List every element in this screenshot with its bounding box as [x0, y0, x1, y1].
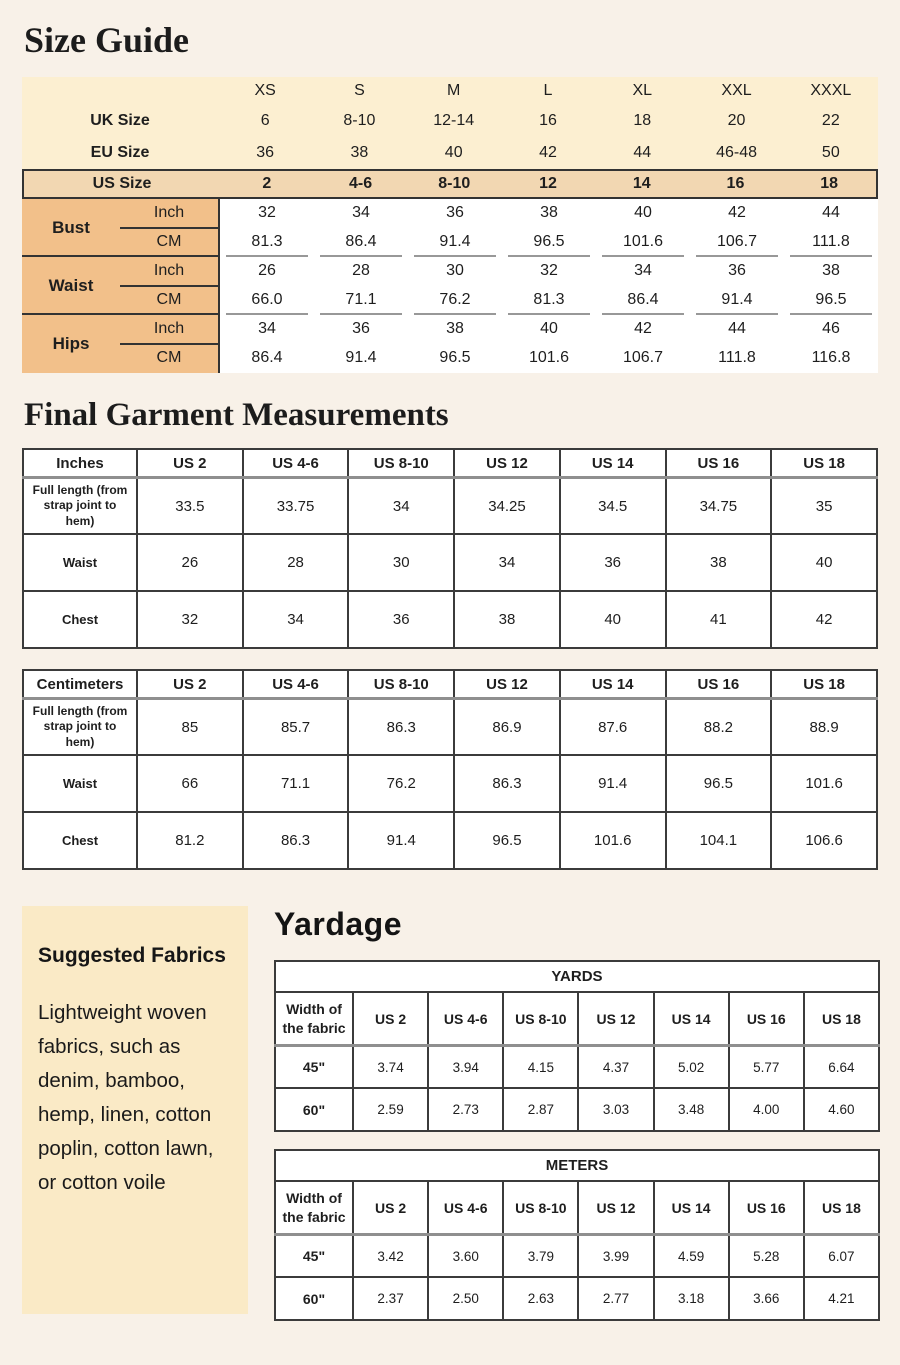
yardage-value: 2.59 — [353, 1088, 428, 1131]
centimeters-header-row — [23, 670, 877, 698]
meters-header-row — [275, 1181, 879, 1234]
hips-inch-value: 44 — [728, 320, 746, 338]
us-size-column-header: US 2 — [353, 1181, 428, 1234]
suggested-fabrics-text: Lightweight woven fabrics, such as denim, bamboo, hemp, linen, cotton poplin, cotton lawn, or cotton voile — [38, 1001, 214, 1195]
yardage-value: 3.66 — [729, 1277, 804, 1320]
yardage-value: 2.37 — [353, 1277, 428, 1320]
measurement-value: 86.9 — [454, 698, 560, 755]
row-label: Waist — [23, 755, 137, 812]
measurement-value: 32 — [137, 591, 243, 648]
size-guide-table — [22, 77, 878, 373]
hips-label-area — [22, 315, 218, 373]
us-size-column-header: US 14 — [654, 992, 729, 1045]
us-size-column-header: US 12 — [454, 449, 560, 477]
measurement-value: 34 — [243, 591, 349, 648]
us-size-column-header: US 8-10 — [503, 1181, 578, 1234]
measurement-value: 40 — [771, 534, 877, 591]
waist-data — [218, 257, 878, 315]
hips-cm-row — [220, 344, 878, 373]
size-column-header: XXXL — [810, 81, 852, 99]
us-size-column-header: US 18 — [771, 670, 877, 698]
bust-cm-value: 106.7 — [690, 228, 784, 257]
hips-cm-value: 116.8 — [811, 349, 851, 367]
bust-inch-value: 40 — [634, 204, 652, 222]
eu-size-value: 44 — [633, 143, 652, 161]
yardage-value: 5.02 — [654, 1045, 729, 1088]
table-row — [23, 534, 877, 591]
uk-size-value: 6 — [260, 111, 270, 129]
measurement-value: 41 — [666, 591, 772, 648]
measurement-value: 96.5 — [454, 812, 560, 869]
yardage-value: 5.28 — [729, 1234, 804, 1277]
measurement-value: 88.9 — [771, 698, 877, 755]
bust-inch-row — [220, 199, 878, 228]
measurement-value: 30 — [348, 534, 454, 591]
yardage-value: 2.63 — [503, 1277, 578, 1320]
fabric-width-header: Width of the fabric — [275, 992, 353, 1045]
us-size-value: 4-6 — [349, 174, 373, 192]
eu-size-value: 36 — [256, 143, 275, 161]
table-row — [23, 812, 877, 869]
us-size-column-header: US 8-10 — [348, 670, 454, 698]
uk-size-value: 18 — [633, 111, 652, 129]
table-row — [275, 1045, 879, 1088]
waist-cm-row — [220, 286, 878, 315]
row-label: Full length (from strap joint to hem) — [23, 477, 137, 534]
inch-unit-label: Inch — [120, 199, 218, 228]
measurement-value: 101.6 — [771, 755, 877, 812]
us-size-column-header: US 12 — [454, 670, 560, 698]
us-size-value: 8-10 — [438, 174, 471, 192]
us-size-column-header: US 4-6 — [243, 670, 349, 698]
yardage-value: 2.87 — [503, 1088, 578, 1131]
us-size-column-header: US 16 — [666, 670, 772, 698]
measurement-value: 26 — [137, 534, 243, 591]
meters-table — [274, 1149, 880, 1321]
measurement-value: 91.4 — [348, 812, 454, 869]
fabric-width-label: 60" — [275, 1088, 353, 1131]
hips-inch-value: 42 — [634, 320, 652, 338]
inches-header-row — [23, 449, 877, 477]
us-size-column-header: US 18 — [804, 992, 879, 1045]
uk-size-value: 20 — [727, 111, 746, 129]
yardage-value: 4.37 — [578, 1045, 653, 1088]
bust-units — [120, 199, 218, 257]
measurement-value: 34 — [348, 477, 454, 534]
measurement-value: 76.2 — [348, 755, 454, 812]
yardage-section — [22, 906, 900, 1321]
table-row — [23, 477, 877, 534]
measurement-value: 87.6 — [560, 698, 666, 755]
waist-inch-value: 36 — [728, 262, 746, 280]
yardage-value: 4.00 — [729, 1088, 804, 1131]
final-garment-measurements-title: Final Garment Measurements — [24, 396, 449, 433]
waist-cm-value: 76.2 — [408, 286, 502, 315]
us-size-column-header: US 16 — [666, 449, 772, 477]
hips-inch-row — [220, 315, 878, 344]
yardage-value: 3.79 — [503, 1234, 578, 1277]
meters-title: METERS — [275, 1150, 879, 1181]
us-size-column-header: US 2 — [353, 992, 428, 1045]
hips-cm-value: 101.6 — [528, 349, 570, 367]
size-column-header: L — [543, 81, 553, 99]
bust-inch-value: 32 — [258, 204, 276, 222]
uk-size-value: 12-14 — [433, 111, 475, 129]
waist-units — [120, 257, 218, 315]
centimeters-table — [22, 669, 878, 870]
us-size-column-header: US 16 — [729, 992, 804, 1045]
measurement-value: 33.5 — [137, 477, 243, 534]
yardage-value: 3.18 — [654, 1277, 729, 1320]
yardage-value: 2.77 — [578, 1277, 653, 1320]
measurement-value: 35 — [771, 477, 877, 534]
yardage-value: 4.21 — [804, 1277, 879, 1320]
measurement-value: 66 — [137, 755, 243, 812]
yardage-value: 4.59 — [654, 1234, 729, 1277]
waist-cm-value: 96.5 — [784, 286, 878, 315]
us-size-column-header: US 2 — [137, 670, 243, 698]
waist-group — [22, 257, 878, 315]
measurement-value: 81.2 — [137, 812, 243, 869]
fabric-width-label: 45" — [275, 1045, 353, 1088]
hips-cm-value: 91.4 — [345, 349, 377, 367]
us-size-column-header: US 16 — [729, 1181, 804, 1234]
measurement-value: 96.5 — [666, 755, 772, 812]
inches-table — [22, 448, 878, 649]
yardage-value: 3.94 — [428, 1045, 503, 1088]
bust-inch-value: 42 — [728, 204, 746, 222]
yardage-value: 3.03 — [578, 1088, 653, 1131]
bust-cm-value: 91.4 — [408, 228, 502, 257]
suggested-fabrics-panel — [22, 906, 248, 1314]
measurement-value: 34.5 — [560, 477, 666, 534]
us-size-column-header: US 2 — [137, 449, 243, 477]
fabric-width-label: 60" — [275, 1277, 353, 1320]
table-row — [23, 755, 877, 812]
table-row — [23, 591, 877, 648]
measurement-value: 71.1 — [243, 755, 349, 812]
waist-inch-value: 30 — [446, 262, 464, 280]
us-size-value: 2 — [262, 174, 272, 192]
bust-cm-value: 111.8 — [784, 228, 878, 257]
measurement-value: 88.2 — [666, 698, 772, 755]
us-size-value: 14 — [632, 174, 651, 192]
centimeters-unit-header: Centimeters — [23, 670, 137, 698]
inch-unit-label: Inch — [120, 257, 218, 286]
measurement-value: 85 — [137, 698, 243, 755]
us-size-column-header: US 18 — [804, 1181, 879, 1234]
yardage-value: 5.77 — [729, 1045, 804, 1088]
size-header-row — [22, 77, 878, 105]
us-size-column-header: US 12 — [578, 992, 653, 1045]
hips-inch-value: 38 — [446, 320, 464, 338]
measurement-value: 38 — [454, 591, 560, 648]
us-size-row — [22, 169, 878, 199]
waist-inch-row — [220, 257, 878, 286]
yardage-value: 4.15 — [503, 1045, 578, 1088]
waist-cm-value: 71.1 — [314, 286, 408, 315]
uk-size-value: 22 — [821, 111, 840, 129]
suggested-fabrics-heading: Suggested Fabrics — [38, 944, 226, 968]
waist-inch-value: 32 — [540, 262, 558, 280]
hips-units — [120, 315, 218, 373]
fabric-width-header: Width of the fabric — [275, 1181, 353, 1234]
waist-label-area — [22, 257, 218, 315]
us-size-column-header: US 4-6 — [428, 1181, 503, 1234]
hips-data — [218, 315, 878, 373]
row-label: Waist — [23, 534, 137, 591]
fabric-width-label: 45" — [275, 1234, 353, 1277]
hips-cm-value: 96.5 — [439, 349, 471, 367]
size-column-header: M — [447, 81, 461, 99]
measurement-value: 33.75 — [243, 477, 349, 534]
measurement-value: 28 — [243, 534, 349, 591]
hips-group — [22, 315, 878, 373]
eu-size-label: EU Size — [90, 143, 150, 161]
measurement-value: 38 — [666, 534, 772, 591]
bust-inch-value: 44 — [822, 204, 840, 222]
us-size-column-header: US 14 — [654, 1181, 729, 1234]
table-row — [275, 1277, 879, 1320]
cm-unit-label: CM — [156, 349, 182, 367]
measurement-value: 36 — [348, 591, 454, 648]
hips-inch-value: 46 — [822, 320, 840, 338]
us-size-value: 18 — [820, 174, 839, 192]
measurement-value: 86.3 — [348, 698, 454, 755]
us-size-column-header: US 8-10 — [503, 992, 578, 1045]
hips-cm-value: 111.8 — [718, 349, 756, 367]
cm-unit-label: CM — [156, 233, 182, 251]
table-row — [275, 1234, 879, 1277]
waist-cm-value: 81.3 — [502, 286, 596, 315]
bust-label: Bust — [52, 217, 90, 237]
yardage-value: 2.73 — [428, 1088, 503, 1131]
waist-inch-value: 26 — [258, 262, 276, 280]
cm-unit-label: CM — [156, 291, 182, 309]
measurement-value: 36 — [560, 534, 666, 591]
uk-size-value: 8-10 — [343, 111, 376, 129]
bust-cm-value: 86.4 — [314, 228, 408, 257]
bust-cm-value: 96.5 — [502, 228, 596, 257]
measurement-value: 34 — [454, 534, 560, 591]
measurement-value: 104.1 — [666, 812, 772, 869]
bust-label-area — [22, 199, 218, 257]
measurement-value: 86.3 — [243, 812, 349, 869]
page-title: Size Guide — [24, 20, 190, 60]
table-row — [275, 1088, 879, 1131]
yardage-value: 2.50 — [428, 1277, 503, 1320]
hips-cm-value: 86.4 — [251, 349, 283, 367]
measurement-value: 42 — [771, 591, 877, 648]
us-size-column-header: US 8-10 — [348, 449, 454, 477]
size-column-header: S — [354, 81, 365, 99]
us-size-column-header: US 18 — [771, 449, 877, 477]
row-label: Full length (from strap joint to hem) — [23, 698, 137, 755]
uk-size-label: UK Size — [90, 111, 150, 129]
inch-unit-label: Inch — [120, 315, 218, 344]
yards-title-row — [275, 961, 879, 992]
hips-label: Hips — [52, 333, 90, 353]
yardage-value: 3.74 — [353, 1045, 428, 1088]
yardage-value: 6.07 — [804, 1234, 879, 1277]
yardage-value: 3.42 — [353, 1234, 428, 1277]
yards-table — [274, 960, 880, 1132]
measurement-value: 85.7 — [243, 698, 349, 755]
yardage-title: Yardage — [274, 906, 403, 943]
bust-inch-value: 36 — [446, 204, 464, 222]
us-size-value: 16 — [726, 174, 745, 192]
eu-size-value: 46-48 — [716, 143, 757, 161]
hips-inch-value: 40 — [540, 320, 558, 338]
measurement-value: 34.75 — [666, 477, 772, 534]
waist-label: Waist — [48, 275, 94, 295]
meters-title-row — [275, 1150, 879, 1181]
bust-inch-value: 38 — [540, 204, 558, 222]
bust-group — [22, 199, 878, 257]
measurement-value: 86.3 — [454, 755, 560, 812]
us-size-column-header: US 14 — [560, 670, 666, 698]
us-size-column-header: US 14 — [560, 449, 666, 477]
us-size-column-header: US 4-6 — [243, 449, 349, 477]
yardage-value: 6.64 — [804, 1045, 879, 1088]
measurement-value: 101.6 — [560, 812, 666, 869]
bust-data — [218, 199, 878, 257]
waist-inch-value: 28 — [352, 262, 370, 280]
yardage-value: 3.60 — [428, 1234, 503, 1277]
table-row — [23, 698, 877, 755]
eu-size-value: 38 — [350, 143, 369, 161]
yardage-value: 4.60 — [804, 1088, 879, 1131]
bust-cm-value: 81.3 — [220, 228, 314, 257]
size-column-header: XL — [632, 81, 653, 99]
uk-size-row — [22, 105, 878, 137]
size-column-header: XXL — [721, 81, 752, 99]
bust-inch-value: 34 — [352, 204, 370, 222]
us-size-value: 12 — [539, 174, 557, 192]
yardage-value: 3.99 — [578, 1234, 653, 1277]
us-size-column-header: US 12 — [578, 1181, 653, 1234]
measurement-value: 106.6 — [771, 812, 877, 869]
us-size-label: US Size — [92, 174, 152, 192]
waist-cm-value: 66.0 — [220, 286, 314, 315]
waist-inch-value: 38 — [822, 262, 840, 280]
eu-size-row — [22, 137, 878, 169]
eu-size-value: 42 — [539, 143, 557, 161]
measurement-value: 91.4 — [560, 755, 666, 812]
eu-size-value: 50 — [821, 143, 840, 161]
bust-cm-value: 101.6 — [596, 228, 690, 257]
waist-inch-value: 34 — [634, 262, 652, 280]
row-label: Chest — [23, 812, 137, 869]
yards-title: YARDS — [275, 961, 879, 992]
hips-inch-value: 36 — [352, 320, 370, 338]
inches-unit-header: Inches — [23, 449, 137, 477]
measurement-value: 34.25 — [454, 477, 560, 534]
bust-cm-row — [220, 228, 878, 257]
hips-cm-value: 106.7 — [622, 349, 664, 367]
uk-size-value: 16 — [539, 111, 557, 129]
waist-cm-value: 91.4 — [690, 286, 784, 315]
eu-size-value: 40 — [444, 143, 463, 161]
yardage-column — [274, 906, 880, 1321]
hips-inch-value: 34 — [258, 320, 276, 338]
us-size-column-header: US 4-6 — [428, 992, 503, 1045]
yards-header-row — [275, 992, 879, 1045]
yardage-value: 3.48 — [654, 1088, 729, 1131]
size-column-header: XS — [254, 81, 276, 99]
waist-cm-value: 86.4 — [596, 286, 690, 315]
row-label: Chest — [23, 591, 137, 648]
measurement-value: 40 — [560, 591, 666, 648]
